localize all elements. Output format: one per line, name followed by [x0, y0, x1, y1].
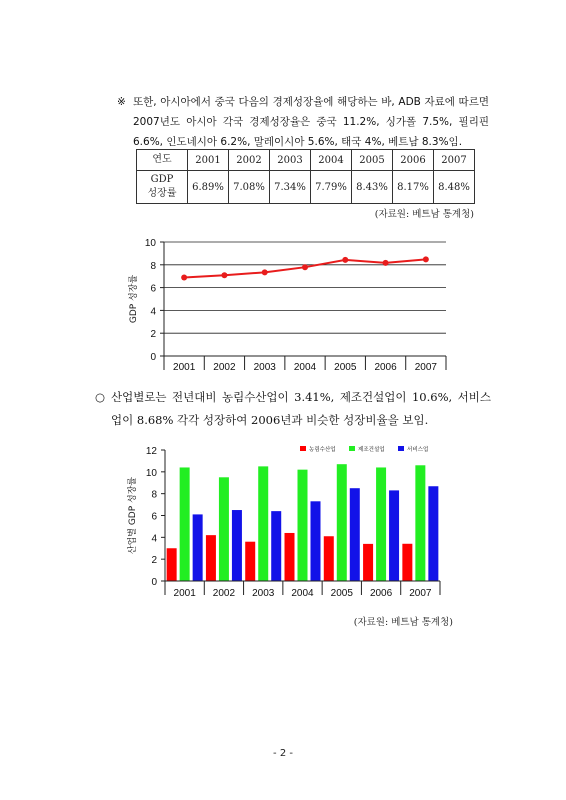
gdp-rate-header-line1: GDP [150, 174, 174, 185]
y-tick-label: 10 [144, 238, 156, 249]
year-cell: 2007 [434, 150, 475, 171]
y-tick-label: 0 [150, 352, 156, 363]
legend-swatch [349, 446, 355, 451]
y-tick-label: 2 [151, 555, 157, 567]
x-tick-label: 2001 [173, 362, 196, 373]
y-tick-label: 6 [151, 511, 157, 523]
x-tick-label: 2002 [213, 362, 236, 373]
y-tick-label: 6 [150, 283, 156, 295]
bar [206, 535, 216, 581]
rate-cell: 8.17% [393, 171, 434, 204]
y-axis-title: 산업별 GDP 성장률 [128, 476, 138, 555]
x-tick-label: 2005 [330, 588, 353, 599]
bar [337, 464, 347, 581]
bar [245, 542, 255, 581]
x-tick-label: 2004 [293, 362, 317, 373]
x-tick-label: 2001 [173, 588, 196, 599]
source-note-2: (자료원: 베트남 통계청) [353, 617, 453, 628]
bar [271, 511, 281, 581]
y-tick-label: 8 [150, 260, 156, 272]
y-tick-label: 4 [150, 306, 156, 318]
year-header: 연도 [137, 150, 188, 171]
industry-paragraph-text: 산업별로는 전년대비 농림수산업이 3.41%, 제조건설업이 10.6%, 서비스업이 8.68% 각각 성장하여 2006년과 비슷한 성장비율을 보임. [111, 390, 491, 427]
legend-label: 제조건설업 [358, 447, 385, 453]
x-tick-label: 2004 [291, 588, 314, 599]
bar [298, 470, 308, 581]
year-cell: 2006 [393, 150, 434, 171]
reference-mark: ※ [117, 96, 126, 108]
legend-swatch [398, 446, 404, 451]
rate-cell: 7.34% [270, 171, 311, 204]
bar [415, 465, 425, 581]
x-tick-label: 2003 [253, 362, 276, 373]
rate-cell: 6.89% [188, 171, 229, 204]
year-cell: 2003 [270, 150, 311, 171]
y-tick-label: 12 [145, 446, 157, 457]
legend-swatch [300, 446, 306, 451]
bullet-circle: ○ [95, 390, 106, 404]
bar [180, 467, 190, 581]
year-cell: 2004 [311, 150, 352, 171]
year-cell: 2005 [352, 150, 393, 171]
y-tick-label: 4 [151, 533, 157, 545]
y-tick-label: 2 [150, 329, 156, 341]
rate-cell: 8.43% [352, 171, 393, 204]
bar [232, 510, 242, 581]
bar [258, 466, 268, 581]
x-tick-label: 2006 [374, 362, 397, 373]
y-tick-label: 8 [151, 489, 157, 501]
legend-label: 농림수산업 [309, 447, 336, 453]
bar [363, 544, 373, 581]
bar [324, 536, 334, 581]
year-cell: 2001 [188, 150, 229, 171]
bar [376, 467, 386, 581]
source-note-1: (자료원: 베트남 통계청) [374, 209, 474, 220]
bar [311, 501, 321, 581]
rate-cell: 7.79% [311, 171, 352, 204]
rate-cell: 8.48% [434, 171, 475, 204]
y-axis-title: GDP 성장률 [129, 274, 139, 324]
bar [167, 548, 177, 581]
page-number: - 2 - [273, 748, 293, 759]
y-tick-label: 10 [145, 467, 157, 479]
bar [219, 477, 229, 581]
bar [389, 490, 399, 581]
bar [193, 514, 203, 581]
year-cell: 2002 [229, 150, 270, 171]
note-text: 또한, 아시아에서 중국 다음의 경제성장율에 해당하는 바, ADB 자료에 따르면 2007년도 아시아 각국 경제성장율은 중국 11.2%, 싱가폴 7.5%, 필리핀 6.6%, 인도네시아 6.2%, 말레이시아 5.6%, 태국 4%, 베트남 8.3%임. [133, 96, 489, 148]
x-tick-label: 2006 [369, 588, 393, 599]
x-tick-label: 2002 [212, 588, 236, 599]
x-tick-label: 2003 [252, 588, 275, 599]
x-tick-label: 2007 [414, 362, 437, 373]
bar [350, 488, 360, 581]
bar [285, 533, 295, 581]
bar [402, 544, 412, 581]
gdp-rate-header-line2: 성장률 [147, 188, 177, 199]
y-tick-label: 0 [151, 577, 157, 588]
bar [428, 486, 438, 581]
x-tick-label: 2007 [409, 588, 432, 599]
legend-label: 서비스업 [407, 447, 429, 453]
rate-cell: 7.08% [229, 171, 270, 204]
x-tick-label: 2005 [334, 362, 357, 373]
